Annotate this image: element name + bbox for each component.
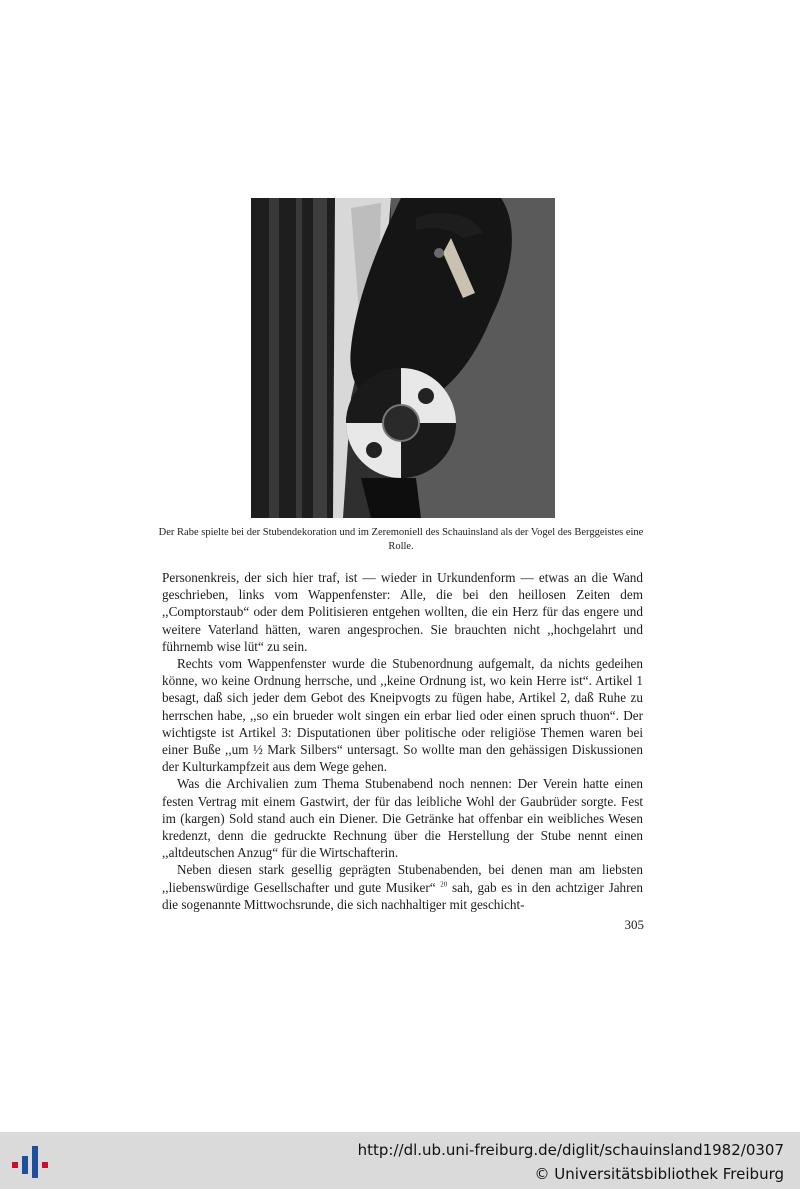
footer-bar	[0, 1132, 800, 1189]
raven-photograph	[251, 198, 555, 518]
copyright-notice: © Universitätsbibliothek Freiburg	[534, 1165, 784, 1183]
ub-freiburg-logo-icon[interactable]	[8, 1142, 52, 1182]
paragraph: Was die Archivalien zum Thema Stubenabend noch nennen: Der Verein hatte einen festen Vertrag mit einem Gastwirt, der für das leibliche Wohl der Gaubrüder sorgte. Fest im (kargen) Sold stand auch ein Diener. Die Getränke hat offenbar ein weibliches Wesen kredenzt, denn die gedruckte Rechnung über die Herstellung der Stube nennt einen ,,altdeutschen Anzug“ für die Wirtschafterin.	[162, 776, 643, 861]
paragraph-text: sah, gab es in den achtziger Jahren die sogenannte Mittwochsrunde, die sich nachhaltiger mit geschicht-	[162, 879, 643, 912]
paragraph-text: Neben diesen stark gesellig geprägten Stubenabenden, bei denen man am liebsten ,,liebenswürdige Gesellschafter und gute Musiker“	[162, 862, 643, 895]
body-text	[162, 569, 643, 913]
source-url-link[interactable]: http://dl.ub.uni-freiburg.de/diglit/schauinsland1982/0307	[357, 1141, 784, 1159]
paragraph	[162, 861, 643, 913]
paragraph: Personenkreis, der sich hier traf, ist — wieder in Urkundenform — etwas an die Wand geschrieben, links vom Wappenfenster: Alle, die bei den heillosen Zeiten dem ,,Comptorstaub“ oder dem Politisieren entgehen wollten, die ein Herz für das engere und weitere Vaterland hätten, waren angesprochen. Sie brauchten nicht ,,hochgelahrt und führnemb wise lüt“ zu sein.	[162, 570, 643, 654]
figure-caption: Der Rabe spielte bei der Stubendekoration und im Zeremoniell des Schauinsland als der Vogel des Berggeistes eine Rolle.	[158, 527, 644, 552]
paragraph: Rechts vom Wappenfenster wurde die Stubenordnung aufgemalt, da nichts gedeihen könne, wo keine Ordnung herrsche, und ,,keine Ordnung ist, wo kein Herre ist“. Artikel 1 besagt, daß sich jeder dem Gebot des Kneipvogts zu fügen habe, Artikel 2, daß Ruhe zu herrschen habe, ,,so ein brueder wolt singen ein erbar lied oder einen spruch thuon“. Der wichtigste ist Artikel 3: Disputationen über politische oder religiöse Themen waren bei einer Buße ,,um ½ Mark Silbers“ untersagt. So wollte man den gehässigen Diskussionen der Kulturkampfzeit aus dem Wege gehen.	[162, 656, 643, 775]
footnote-reference: 20	[440, 880, 448, 889]
page-number: 305	[624, 917, 644, 932]
